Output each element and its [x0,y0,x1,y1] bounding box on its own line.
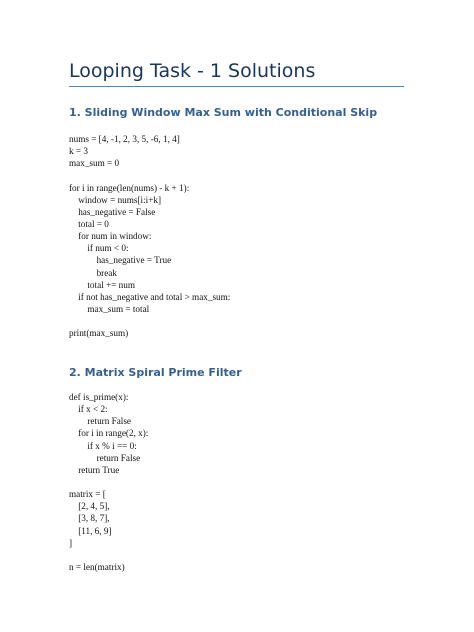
code-line: [2, 4, 5], [69,501,110,512]
section-heading-2: 2. Matrix Spiral Prime Filter [69,366,242,379]
code-line: for i in range(2, x): [69,428,149,439]
code-line: n = len(matrix) [69,561,125,572]
code-line: if not has_negative and total > max_sum: [69,291,231,302]
code-line: for num in window: [69,231,152,242]
code-line: ] [69,537,73,548]
code-line [69,549,148,561]
code-line: def is_prime(x): [69,392,129,402]
code-line: total = 0 [69,218,109,229]
code-line: if x % i == 0: [69,440,137,451]
code-line: return False [69,452,141,463]
code-line: if x < 2: [69,404,108,415]
code-line: if num < 0: [69,243,129,254]
code-line: return True [69,464,120,475]
code-line: for i in range(len(nums) - k + 1): [69,182,190,193]
code-line: matrix = [ [69,489,106,500]
code-line: print(max_sum) [69,328,129,339]
code-line: [3, 8, 7], [69,513,110,524]
code-line [69,476,148,488]
code-line [69,169,230,181]
code-line: has_negative = True [69,255,172,266]
code-line: break [69,267,117,278]
section-heading-1: 1. Sliding Window Max Sum with Conditional Skip [69,106,378,119]
code-line: k = 3 [69,146,88,157]
code-line: max_sum = 0 [69,158,120,169]
code-line [69,315,230,327]
code-line: return False [69,416,132,427]
code-block-1 [69,133,230,339]
code-line: has_negative = False [69,206,156,217]
code-block-2 [69,391,148,573]
code-line: nums = [4, -1, 2, 3, 5, -6, 1, 4] [69,134,180,144]
document-title: Looping Task - 1 Solutions [69,60,316,82]
code-line: [11, 6, 9] [69,525,112,536]
title-underline [69,86,404,87]
code-line: window = nums[i:i+k] [69,194,162,205]
code-line: total += num [69,279,135,290]
code-line: max_sum = total [69,303,150,314]
